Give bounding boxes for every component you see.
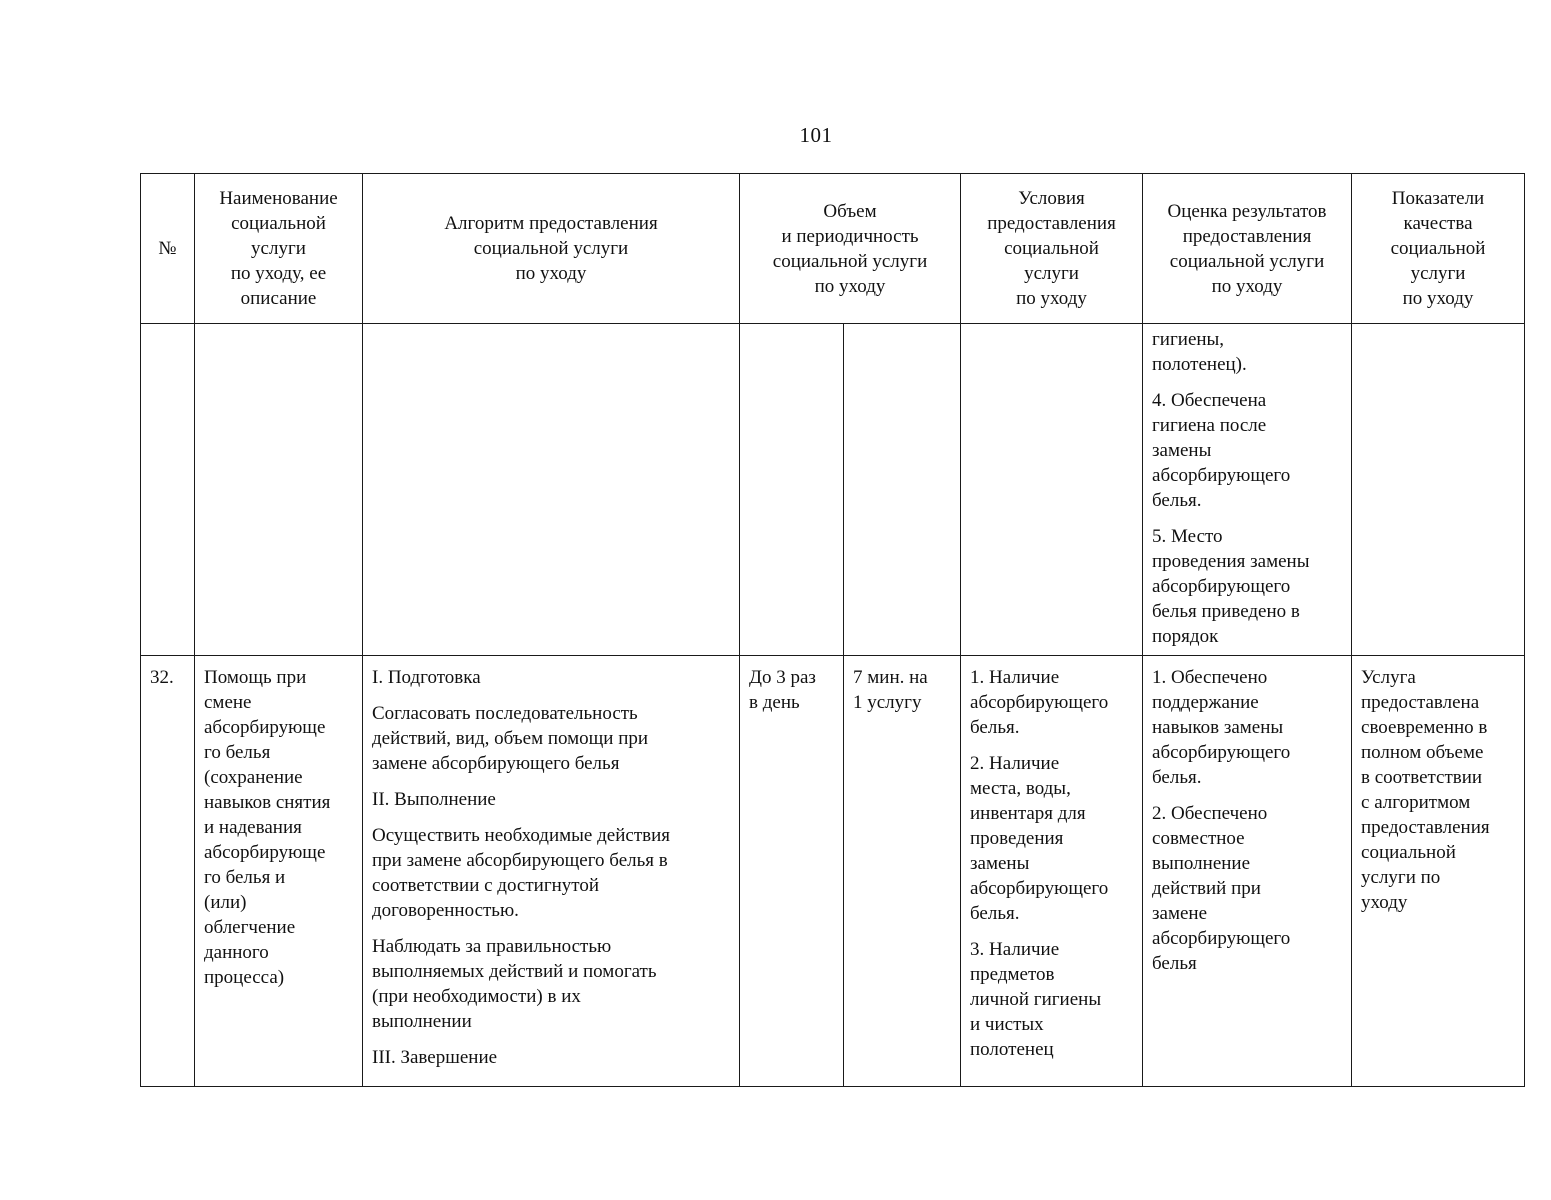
cell-periodicity: 7 мин. на 1 услугу	[844, 656, 961, 1087]
cell-evaluation-continued	[1143, 324, 1352, 656]
table-row-32	[141, 656, 1525, 1087]
cell-volume: До 3 раз в день	[740, 656, 844, 1087]
header-service-name: Наименование социальной услуги по уходу, ее описание	[195, 174, 363, 324]
condition-item: 2. Наличие места, воды, инвентаря для проведения замены абсорбирующего белья.	[970, 753, 1109, 924]
condition-item: 1. Наличие абсорбирующего белья.	[970, 667, 1109, 738]
cell-conditions	[961, 656, 1143, 1087]
algorithm-step: Осуществить необходимые действия при замене абсорбирующего белья в соответствии с достигнутой договоренностью.	[372, 825, 670, 921]
algorithm-step: II. Выполнение	[372, 789, 496, 810]
header-evaluation: Оценка результатов предоставления социальной услуги по уходу	[1143, 174, 1352, 324]
cell-quality-empty	[1352, 324, 1525, 656]
cell-quality-indicators: Услуга предоставлена своевременно в полном объеме в соответствии с алгоритмом предоставления социальной услуги по уходу	[1352, 656, 1525, 1087]
algorithm-step: I. Подготовка	[372, 667, 481, 688]
cell-name-empty	[195, 324, 363, 656]
evaluation-item: 1. Обеспечено поддержание навыков замены абсорбирующего белья.	[1152, 667, 1291, 788]
cell-service-name: Помощь при смене абсорбирующе го белья (сохранение навыков снятия и надевания абсорбирующе го белья и (или) облегчение данного процесса)	[195, 656, 363, 1087]
cell-periodicity-empty	[844, 324, 961, 656]
evaluation-item: гигиены, полотенец).	[1152, 329, 1247, 375]
algorithm-step: Согласовать последовательность действий, вид, объем помощи при замене абсорбирующего белья	[372, 703, 649, 774]
cell-evaluation	[1143, 656, 1352, 1087]
header-number: №	[141, 174, 195, 324]
header-conditions: Условия предоставления социальной услуги по уходу	[961, 174, 1143, 324]
algorithm-step: III. Завершение	[372, 1047, 498, 1068]
table-header-row	[141, 174, 1525, 324]
evaluation-item: 5. Место проведения замены абсорбирующего белья приведено в порядок	[1152, 526, 1310, 647]
header-volume-periodicity: Объем и периодичность социальной услуги по уходу	[740, 174, 961, 324]
algorithm-step: Наблюдать за правильностью выполняемых действий и помогать (при необходимости) в их выполнении	[372, 936, 657, 1032]
cell-number-empty	[141, 324, 195, 656]
condition-item: 3. Наличие предметов личной гигиены и чистых полотенец	[970, 939, 1102, 1060]
cell-algorithm-empty	[363, 324, 740, 656]
cell-volume-empty	[740, 324, 844, 656]
page-number: 101	[799, 123, 833, 147]
table-row-continuation	[141, 324, 1525, 656]
header-algorithm: Алгоритм предоставления социальной услуги по уходу	[363, 174, 740, 324]
cell-algorithm	[363, 656, 740, 1087]
header-quality-indicators: Показатели качества социальной услуги по уходу	[1352, 174, 1525, 324]
evaluation-item: 2. Обеспечено совместное выполнение действий при замене абсорбирующего белья	[1152, 803, 1291, 974]
social-services-table	[140, 173, 1525, 1087]
evaluation-item: 4. Обеспечена гигиена после замены абсорбирующего белья.	[1152, 390, 1291, 511]
cell-conditions-empty	[961, 324, 1143, 656]
cell-number: 32.	[141, 656, 195, 1087]
